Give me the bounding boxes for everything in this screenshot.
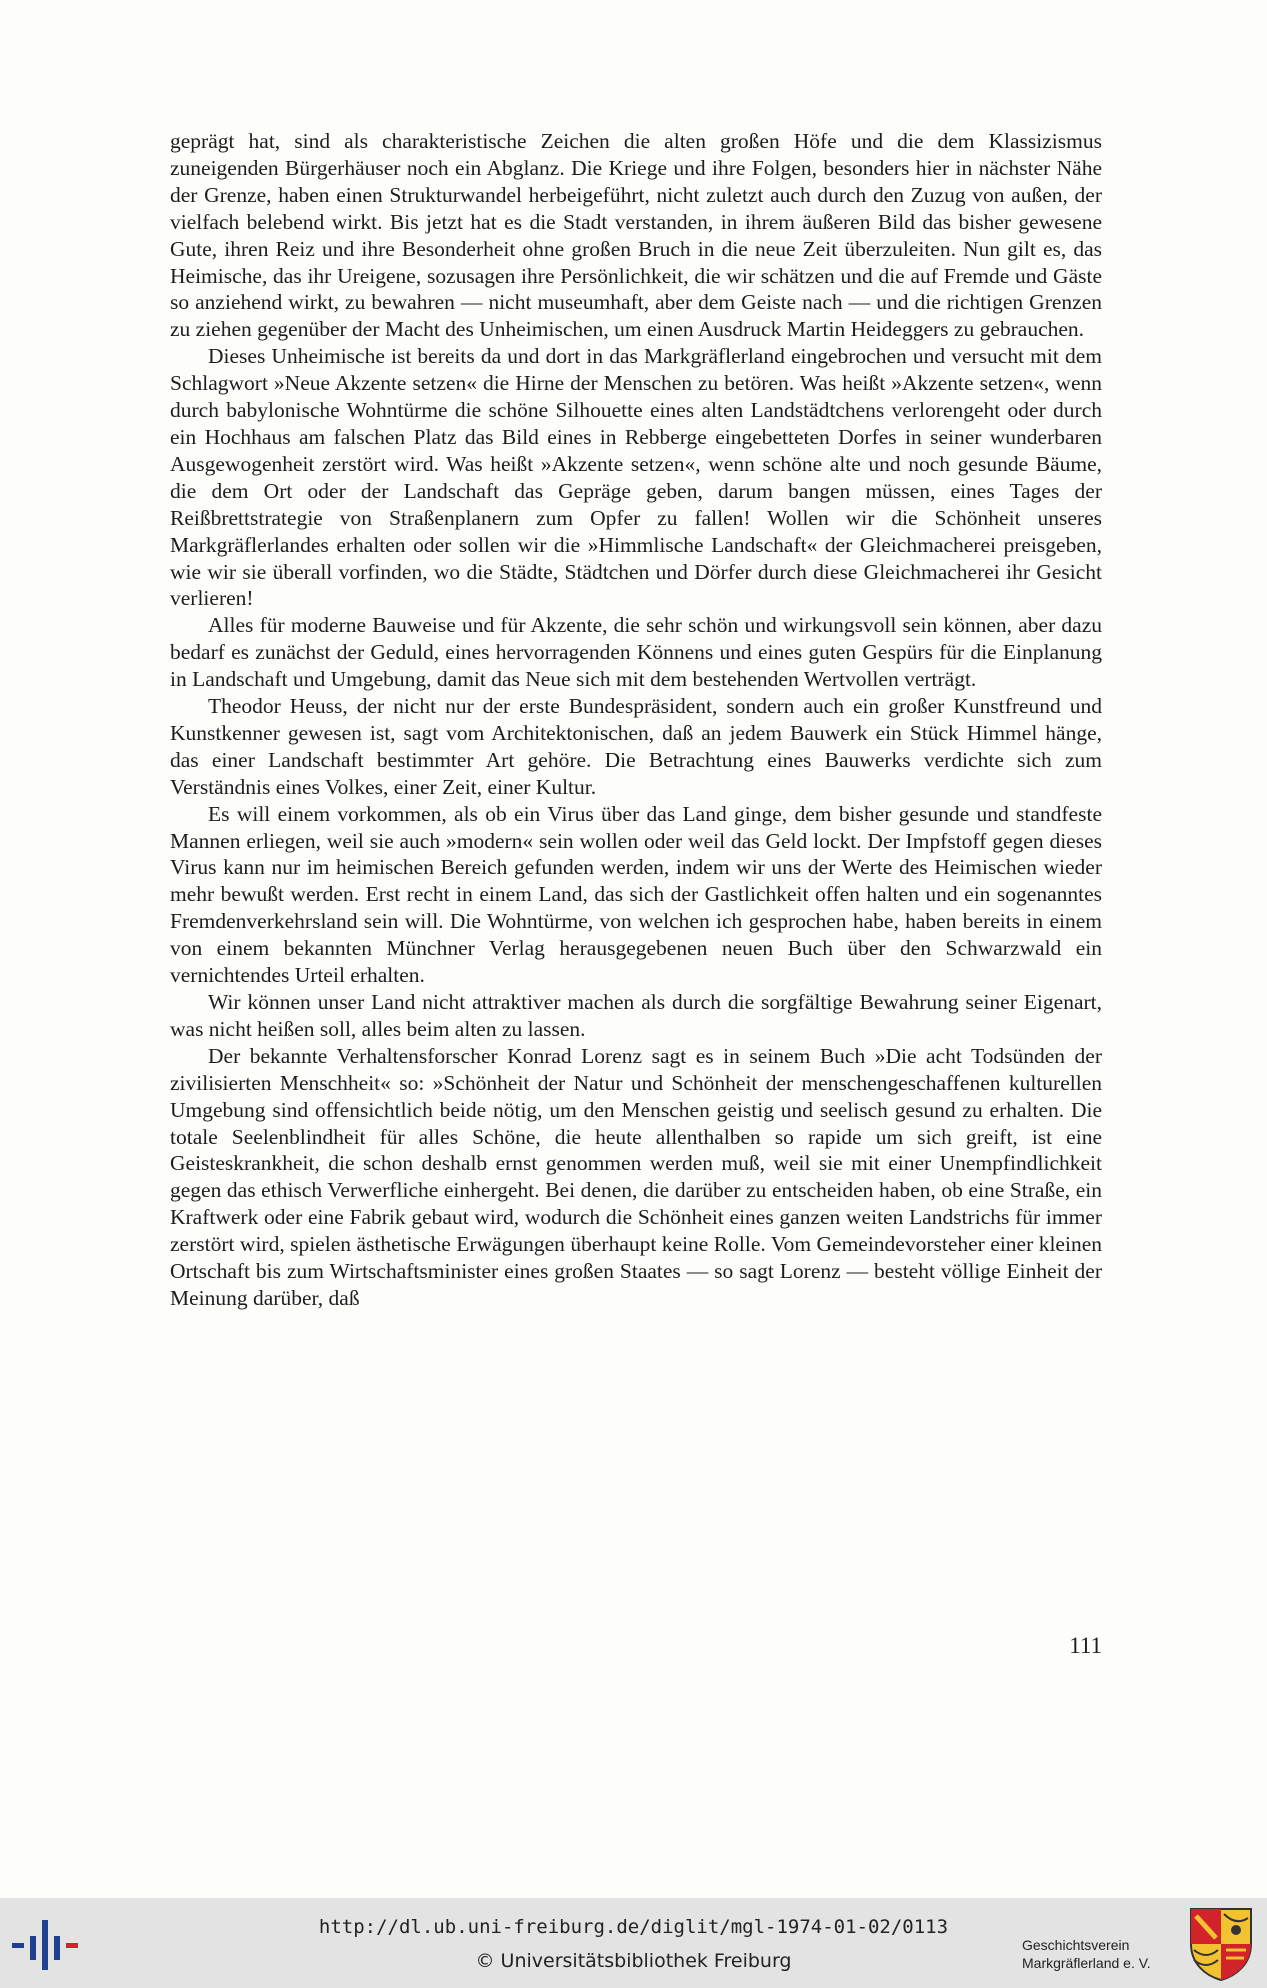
society-name-line1: Geschichtsverein	[1022, 1937, 1130, 1953]
society-name-line2: Markgräflerland e. V.	[1022, 1955, 1151, 1971]
crest-icon	[1188, 1906, 1254, 1982]
paragraph-4: Theodor Heuss, der nicht nur der erste Bundespräsident, sondern auch ein großer Kunstfreund und Kunstkenner gewesen ist, sagt vom Architektonischen, daß an jedem Bauwerk ein Stück Himmel hänge, das einer Landschaft bestimmter Art gehöre. Die Betrachtung eines Bauwerks verdichte sich zum Verständnis eines Volkes, einer Zeit, einer Kultur.	[170, 694, 1102, 799]
paragraph-6: Wir können unser Land nicht attraktiver machen als durch die sorgfältige Bewahrung seiner Eigenart, was nicht heißen soll, alles beim alten zu lassen.	[170, 990, 1102, 1041]
footer-bar	[0, 1898, 1267, 1988]
paragraph-3: Alles für moderne Bauweise und für Akzente, die sehr schön und wirkungsvoll sein können, aber dazu bedarf es zunächst der Geduld, eines hervorragenden Könnens und eines guten Gespürs für die Einplanung in Landschaft und Umgebung, damit das Neue sich mit dem bestehenden Wertvollen verträgt.	[170, 613, 1102, 692]
society-name	[1022, 1936, 1182, 1972]
body-text	[170, 128, 1102, 1312]
copyright-text: © Universitätsbibliothek Freiburg	[475, 1950, 792, 1972]
source-url-link[interactable]: http://dl.ub.uni-freiburg.de/diglit/mgl-1974-01-02/0113	[318, 1916, 949, 1938]
paragraph-7: Der bekannte Verhaltensforscher Konrad Lorenz sagt es in seinem Buch »Die acht Todsünden der zivilisierten Menschheit« so: »Schönheit der Natur und Schönheit der menschengeschaffenen kulturellen Umgebung sind offensichtlich beide nötig, um den Menschen geistig und seelisch gesund zu erhalten. Die totale Seelenblindheit für alles Schöne, die heute allenthalben so rapide um sich greift, ist eine Geisteskrankheit, die schon deshalb ernst genommen werden muß, weil sie mit einer Unempfindlichkeit gegen das ethisch Verwerfliche einhergeht. Bei denen, die darüber zu entscheiden haben, ob eine Straße, ein Kraftwerk oder eine Fabrik gebaut wird, wodurch die Schönheit eines ganzen weiten Landstrichs für immer zerstört wird, spielen ästhetische Erwägungen überhaupt keine Rolle. Vom Gemeindevorsteher einer kleinen Ortschaft bis zum Wirtschaftsminister eines großen Staates — so sagt Lorenz — besteht völlige Einheit der Meinung darüber, daß	[170, 1043, 1102, 1310]
paragraph-1: geprägt hat, sind als charakteristische Zeichen die alten großen Höfe und die dem Klassizismus zuneigenden Bürgerhäuser noch ein Abglanz. Die Kriege und ihre Folgen, besonders hier in nächster Nähe der Grenze, haben einen Strukturwandel herbeigeführt, nicht zuletzt auch durch den Zuzug von außen, der vielfach belebend wirkt. Bis jetzt hat es die Stadt verstanden, in ihrem äußeren Bild das bisher gewesene Gute, ihren Reiz und ihre Besonderheit ohne großen Bruch in die neue Zeit überzuleiten. Nun gilt es, das Heimische, das ihr Ureigene, sozusagen ihre Persönlichkeit, die wir schätzen und die auf Fremde und Gäste so anziehend wirkt, zu bewahren — nicht museumhaft, aber dem Geiste nach — und die richtigen Grenzen zu ziehen gegenüber der Macht des Unheimischen, um einen Ausdruck Martin Heideggers zu gebrauchen.	[170, 129, 1102, 342]
paragraph-2: Dieses Unheimische ist bereits da und dort in das Markgräflerland eingebrochen und versucht mit dem Schlagwort »Neue Akzente setzen« die Hirne der Menschen zu betören. Was heißt »Akzente setzen«, wenn durch babylonische Wohntürme die schöne Silhouette eines alten Landstädtchens verlorengeht oder durch ein Hochhaus am falschen Platz das Bild eines in Rebberge eingebetteten Dorfes in seiner wunderbaren Ausgewogenheit zerstört wird. Was heißt »Akzente setzen«, wenn schöne alte und noch gesunde Bäume, die dem Ort oder der Landschaft das Gepräge geben, darum bangen müssen, eines Tages der Reißbrettstrategie von Straßenplanern zum Opfer zu fallen! Wollen wir die Schönheit unseres Markgräflerlandes erhalten oder sollen wir die »Himmlische Landschaft« der Gleichmacherei preisgeben, wie wir sie überall vorfinden, wo die Städte, Städtchen und Dörfer durch diese Gleichmacherei ihr Gesicht verlieren!	[170, 344, 1102, 611]
page-number: 111	[1069, 1633, 1102, 1658]
paragraph-5: Es will einem vorkommen, als ob ein Virus über das Land ginge, dem bisher gesunde und standfeste Mannen erliegen, weil sie auch »modern« sein wollen oder weil das Geld lockt. Der Impfstoff gegen dieses Virus kann nur im heimischen Bereich gefunden werden, indem wir uns der Werte des Heimischen wieder mehr bewußt werden. Erst recht in einem Land, das sich der Gastlichkeit offen halten und ein sogenanntes Fremdenverkehrsland sein will. Die Wohntürme, von welchen ich gesprochen habe, haben bereits in einem von einem bekannten Münchner Verlag herausgegebenen neuen Buch über den Schwarzwald ein vernichtendes Urteil erhalten.	[170, 801, 1102, 988]
